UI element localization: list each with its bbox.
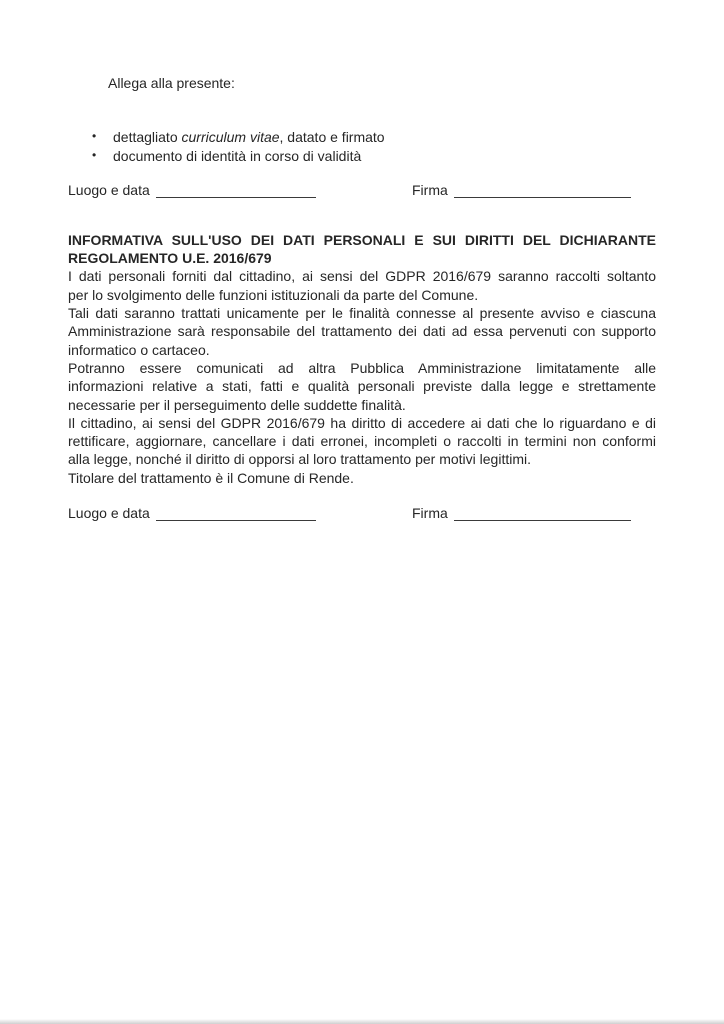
page-bottom-edge: [0, 1019, 724, 1024]
attachments-list: [68, 128, 656, 166]
privacy-paragraph-line: Amministrazione sarà responsabile del trattamento dei dati ad essa pervenuti con supporto: [68, 323, 656, 340]
signature-blank-line: [454, 507, 631, 521]
attachment-text-italic: curriculum vitae: [181, 129, 280, 146]
signature-row-bottom: [68, 504, 656, 526]
place-date-blank-line: [156, 507, 316, 521]
privacy-paragraph-line: necessarie per il perseguimento delle suddette finalità.: [68, 396, 406, 413]
privacy-paragraph-line: informatico o cartaceo.: [68, 341, 210, 358]
privacy-paragraph: [68, 469, 656, 487]
privacy-paragraph: [68, 359, 656, 414]
privacy-paragraph: [68, 304, 656, 359]
privacy-notice-title-line1: INFORMATIVA SULL'USO DEI DATI PERSONALI E SUI DIRITTI DEL DICHIARANTE: [68, 231, 656, 248]
privacy-paragraph-line: I dati personali forniti dal cittadino, ai sensi del GDPR 2016/679 saranno raccolti soltanto: [68, 268, 656, 285]
privacy-paragraph-line: rettificare, aggiornare, cancellare i dati erronei, incompleti o raccolti in termini non conformi: [68, 433, 656, 450]
place-date-label: Luogo e data: [68, 181, 150, 198]
signature-blank-line: [454, 184, 631, 198]
privacy-paragraph-line: Titolare del trattamento è il Comune di Rende.: [68, 469, 354, 486]
signature-label: Firma: [412, 505, 448, 522]
privacy-paragraph-line: alla legge, nonché il diritto di opporsi al loro trattamento per motivi legittimi.: [68, 451, 532, 468]
place-date-label: Luogo e data: [68, 505, 150, 522]
attachment-item: [92, 147, 656, 166]
attachments-intro: Allega alla presente:: [108, 75, 235, 91]
privacy-paragraph-line: informazioni relative a stati, fatti e qualità personali previste dalla legge e strettamente: [68, 378, 656, 395]
privacy-paragraph: [68, 267, 656, 304]
signature-group: [412, 181, 631, 199]
privacy-paragraph-line: Tali dati saranno trattati unicamente per le finalità connesse al presente avviso e ciascuna: [68, 305, 656, 322]
privacy-paragraph-line: Potranno essere comunicati ad altra Pubblica Amministrazione limitatamente alle: [68, 359, 656, 376]
attachment-item: [92, 128, 656, 147]
attachment-text: documento di identità in corso di validità: [113, 148, 362, 165]
privacy-notice-title-line2: REGOLAMENTO U.E. 2016/679: [68, 250, 272, 267]
privacy-paragraph-line: Il cittadino, ai sensi del GDPR 2016/679 ha diritto di accedere ai dati che lo riguardano e di: [68, 414, 656, 431]
privacy-notice-paragraphs: [68, 267, 656, 487]
signature-label: Firma: [412, 181, 448, 198]
document-content: [68, 0, 656, 526]
place-date-blank-line: [156, 184, 316, 198]
bullet-icon: •: [92, 129, 97, 144]
privacy-notice: [68, 231, 656, 487]
attachment-text: dettagliato: [113, 129, 182, 146]
signature-group: [412, 504, 631, 522]
signature-row-top: [68, 181, 656, 203]
privacy-paragraph: [68, 414, 656, 469]
bullet-icon: •: [92, 148, 97, 163]
attachment-text: , datato e firmato: [279, 129, 385, 146]
privacy-paragraph-line: per lo svolgimento delle funzioni istituzionali da parte del Comune.: [68, 286, 479, 303]
